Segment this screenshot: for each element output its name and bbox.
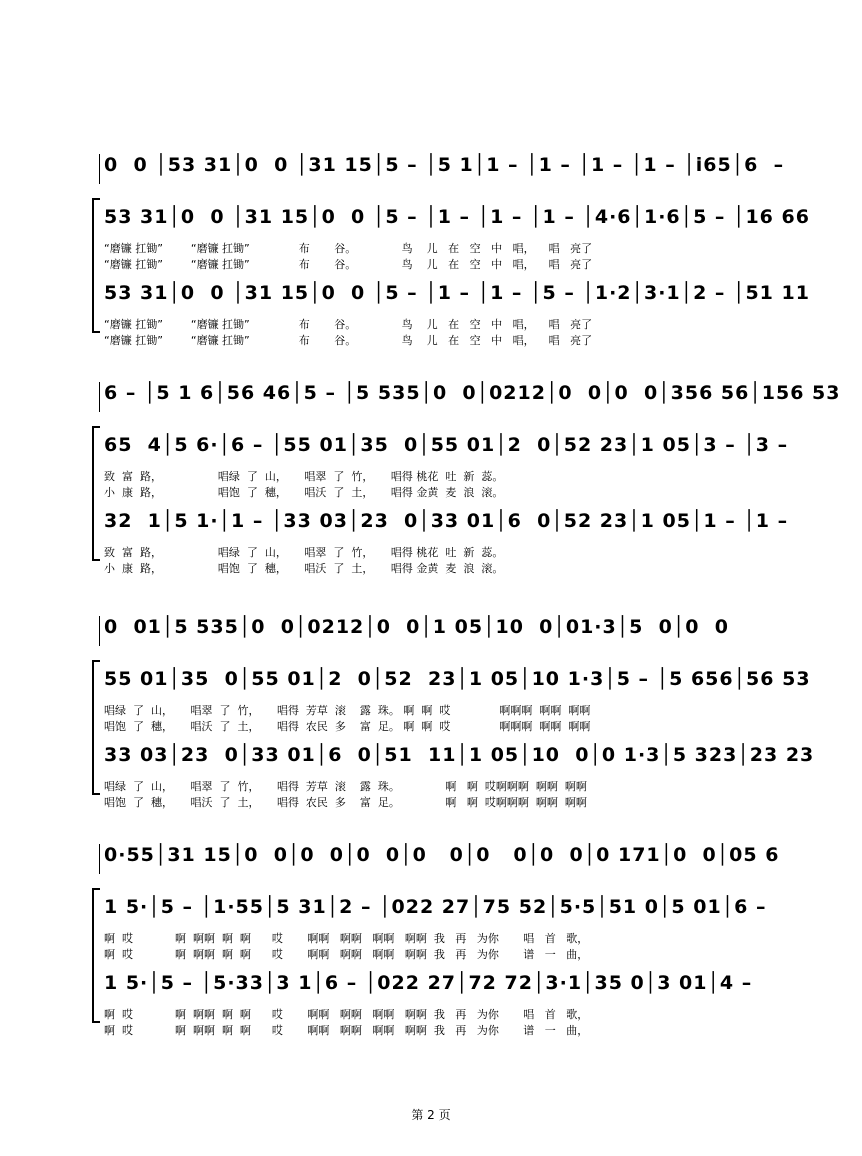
lyric-line: 致 富 路， 唱绿 了 山， 唱翠 了 竹， 唱得 桃花 吐 新 蕊。 (104, 546, 504, 559)
lyric-line: 啊 哎 啊 啊啊 啊 啊 哎 啊啊 啊啊 啊啊 啊啊 我 再 为你 谱 一 曲， (104, 948, 589, 961)
bottom-part-notes: 32 1│5 1·│1 – │33 03│23 0│33 01│6 0│52 23│1 05│1 – │1 – (104, 510, 789, 532)
lyric-line: 啊 哎 啊 啊啊 啊 啊 哎 啊啊 啊啊 啊啊 啊啊 我 再 为你 唱 首 歌， (104, 932, 589, 945)
lyric-line: “磨镰 扛锄” “磨镰 扛锄” 布 谷。 鸟 儿 在 空 中 唱， 唱 亮了 (104, 334, 593, 347)
middle-part-notes: 53 31│0 0 │31 15│0 0 │5 – │1 – │1 – │1 – │4·6│1·6│5 – │16 66 (104, 206, 810, 228)
bracket (92, 198, 94, 333)
top-part-notes: 0 01│5 535│0 0│0212│0 0│1 05│10 0│01·3│5 0│0 0 (104, 616, 729, 638)
bracket (92, 426, 94, 561)
lyric-line: 唱饱 了 穗， 唱沃 了 土， 唱得 农民 多 富 足。 啊 啊 哎啊啊啊 啊啊 啊啊 (104, 796, 587, 809)
lyric-line: 啊 哎 啊 啊啊 啊 啊 哎 啊啊 啊啊 啊啊 啊啊 我 再 为你 谱 一 曲， (104, 1024, 589, 1037)
barline-start (99, 382, 100, 412)
bracket-cap (92, 426, 100, 428)
lyric-line: 致 富 路， 唱绿 了 山， 唱翠 了 竹， 唱得 桃花 吐 新 蕊。 (104, 470, 504, 483)
bracket-cap (92, 793, 100, 795)
barline-start (99, 844, 100, 874)
lyric-line: 唱绿 了 山， 唱翠 了 竹， 唱得 芳草 滚 露 珠。 啊 啊 哎啊啊啊 啊啊 啊啊 (104, 780, 587, 793)
bracket (92, 888, 94, 1023)
top-part-notes: 0·55│31 15│0 0│0 0│0 0│0 0│0 0│0 0│0 171│0 0│05 6 (104, 844, 780, 866)
lyric-line: 小 康 路， 唱饱 了 穗， 唱沃 了 土， 唱得 金黄 麦 浪 滚。 (104, 562, 504, 575)
bracket (92, 660, 94, 795)
middle-part-notes: 1 5·│5 – │1·55│5 31│2 – │022 27│75 52│5·5│51 0│5 01│6 – (104, 896, 767, 918)
bracket-cap (92, 559, 100, 561)
lyric-line: 唱饱 了 穗， 唱沃 了 土， 唱得 农民 多 富 足。 啊 啊 哎 啊啊啊 啊啊 啊啊 (104, 720, 591, 733)
lyric-line: 小 康 路， 唱饱 了 穗， 唱沃 了 土， 唱得 金黄 麦 浪 滚。 (104, 486, 504, 499)
middle-part-notes: 65 4│5 6·│6 – │55 01│35 0│55 01│2 0│52 23│1 05│3 – │3 – (104, 434, 789, 456)
lyric-line: “磨镰 扛锄” “磨镰 扛锄” 布 谷。 鸟 儿 在 空 中 唱， 唱 亮了 (104, 242, 593, 255)
page-number: 第 2 页 (411, 1108, 451, 1122)
bracket-cap (92, 1021, 100, 1023)
middle-part-notes: 55 01│35 0│55 01│2 0│52 23│1 05│10 1·3│5 – │5 656│56 53 (104, 668, 811, 690)
bracket-cap (92, 888, 100, 890)
bracket-cap (92, 198, 100, 200)
bracket-cap (92, 331, 100, 333)
bracket-cap (92, 660, 100, 662)
lyric-line: 啊 哎 啊 啊啊 啊 啊 哎 啊啊 啊啊 啊啊 啊啊 我 再 为你 唱 首 歌， (104, 1008, 589, 1021)
lyric-line: 唱绿 了 山， 唱翠 了 竹， 唱得 芳草 滚 露 珠。 啊 啊 哎 啊啊啊 啊啊 啊啊 (104, 704, 591, 717)
lyric-line: “磨镰 扛锄” “磨镰 扛锄” 布 谷。 鸟 儿 在 空 中 唱， 唱 亮了 (104, 258, 593, 271)
top-part-notes: 0 0 │53 31│0 0 │31 15│5 – │5 1│1 – │1 – │1 – │1 – │i65│6 – (104, 154, 785, 176)
bottom-part-notes: 1 5·│5 – │5·33│3 1│6 – │022 27│72 72│3·1│35 0│3 01│4 – (104, 972, 753, 994)
top-part-notes: 6 – │5 1 6│56 46│5 – │5 535│0 0│0212│0 0│0 0│356 56│156 53 (104, 382, 841, 404)
lyric-line: “磨镰 扛锄” “磨镰 扛锄” 布 谷。 鸟 儿 在 空 中 唱， 唱 亮了 (104, 318, 593, 331)
barline-start (99, 616, 100, 646)
barline-start (99, 154, 100, 184)
bottom-part-notes: 53 31│0 0 │31 15│0 0 │5 – │1 – │1 – │5 – │1·2│3·1│2 – │51 11 (104, 282, 810, 304)
bottom-part-notes: 33 03│23 0│33 01│6 0│51 11│1 05│10 0│0 1·3│5 323│23 23 (104, 744, 815, 766)
